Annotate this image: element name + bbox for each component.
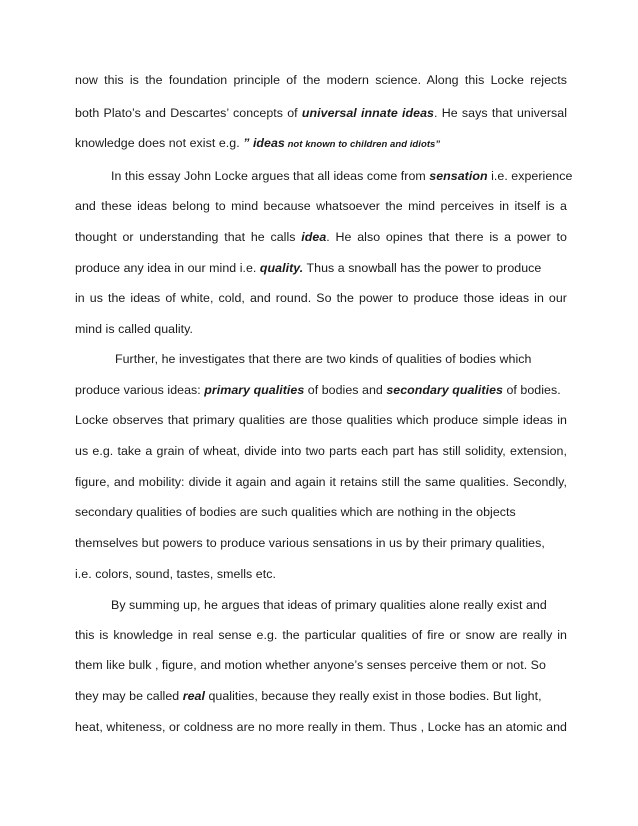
emphasis-text: secondary qualities [386, 383, 503, 397]
text-line [111, 168, 573, 184]
body-text: heat, whiteness, or coldness are no more really in them. Thus , Locke has an atomic and [75, 720, 567, 734]
emphasis-text: ” ideas [243, 136, 285, 150]
text-line [75, 382, 567, 398]
body-text: they may be called [75, 689, 183, 703]
body-text: in us the ideas of white, cold, and round. So the power to produce those ideas in our [75, 291, 567, 305]
body-text: now this is the foundation principle of the modern science. Along this Locke rejects [75, 73, 567, 87]
text-line [75, 321, 567, 337]
body-text: knowledge does not exist e.g. [75, 136, 244, 150]
body-text: themselves but powers to produce various sensations in us by their primary qualities, [75, 536, 545, 550]
body-text: Thus a snowball has the power to produce [303, 261, 542, 275]
body-text: mind is called quality. [75, 322, 193, 336]
emphasis-text: sensation [429, 169, 488, 183]
text-line [75, 105, 567, 121]
text-line [75, 290, 567, 306]
text-line [115, 351, 532, 367]
text-line [75, 260, 567, 276]
body-text: both Plato’s and Descartes’ concepts of [75, 106, 302, 120]
body-text: figure, and mobility: divide it again and again it retains still the same qualities. Secondly, [75, 475, 567, 489]
emphasis-text: universal innate ideas [301, 106, 434, 120]
text-line [75, 504, 567, 520]
emphasis-text: quality. [259, 261, 304, 275]
body-text: qualities, because they really exist in those bodies. But light, [204, 689, 542, 703]
text-line [75, 474, 567, 490]
body-text: of bodies and [304, 383, 387, 397]
emphasis-text: not known to children and idiots” [284, 139, 441, 150]
text-line [111, 597, 567, 613]
text-line [75, 657, 567, 673]
body-text: produce any idea in our mind i.e. [75, 261, 260, 275]
body-text: Locke observes that primary qualities are those qualities which produce simple ideas in [75, 413, 567, 427]
text-line [75, 443, 567, 459]
body-text: us e.g. take a grain of wheat, divide into two parts each part has still solidity, extension, [75, 444, 567, 458]
emphasis-text: idea [301, 230, 327, 244]
text-line [75, 535, 567, 551]
emphasis-text: real [182, 689, 205, 703]
text-line [75, 412, 567, 428]
text-line [75, 135, 567, 153]
body-text: In this essay John Locke argues that all ideas come from [111, 169, 430, 183]
body-text: and these ideas belong to mind because whatsoever the mind perceives in itself is a [75, 199, 567, 213]
text-line [75, 627, 567, 643]
body-text: this is knowledge in real sense e.g. the particular qualities of fire or snow are really in [75, 628, 567, 642]
body-text: thought or understanding that he calls [75, 230, 302, 244]
emphasis-text: primary qualities [204, 383, 305, 397]
body-text: Further, he investigates that there are two kinds of qualities of bodies which [115, 352, 532, 366]
body-text: them like bulk , figure, and motion whether anyone’s senses perceive them or not. So [75, 658, 546, 672]
text-line [75, 719, 567, 735]
body-text: secondary qualities of bodies are such qualities which are nothing in the objects [75, 505, 516, 519]
text-line [75, 72, 567, 88]
text-line [75, 198, 567, 214]
body-text: i.e. colors, sound, tastes, smells etc. [75, 567, 276, 581]
text-line [75, 566, 567, 582]
body-text: . He says that universal [434, 106, 567, 120]
body-text: By summing up, he argues that ideas of primary qualities alone really exist and [111, 598, 547, 612]
text-line [75, 229, 567, 245]
body-text: . He also opines that there is a power to [326, 230, 567, 244]
body-text: i.e. experience [487, 169, 573, 183]
text-line [75, 688, 567, 704]
body-text: produce various ideas: [75, 383, 205, 397]
body-text: of bodies. [502, 383, 561, 397]
